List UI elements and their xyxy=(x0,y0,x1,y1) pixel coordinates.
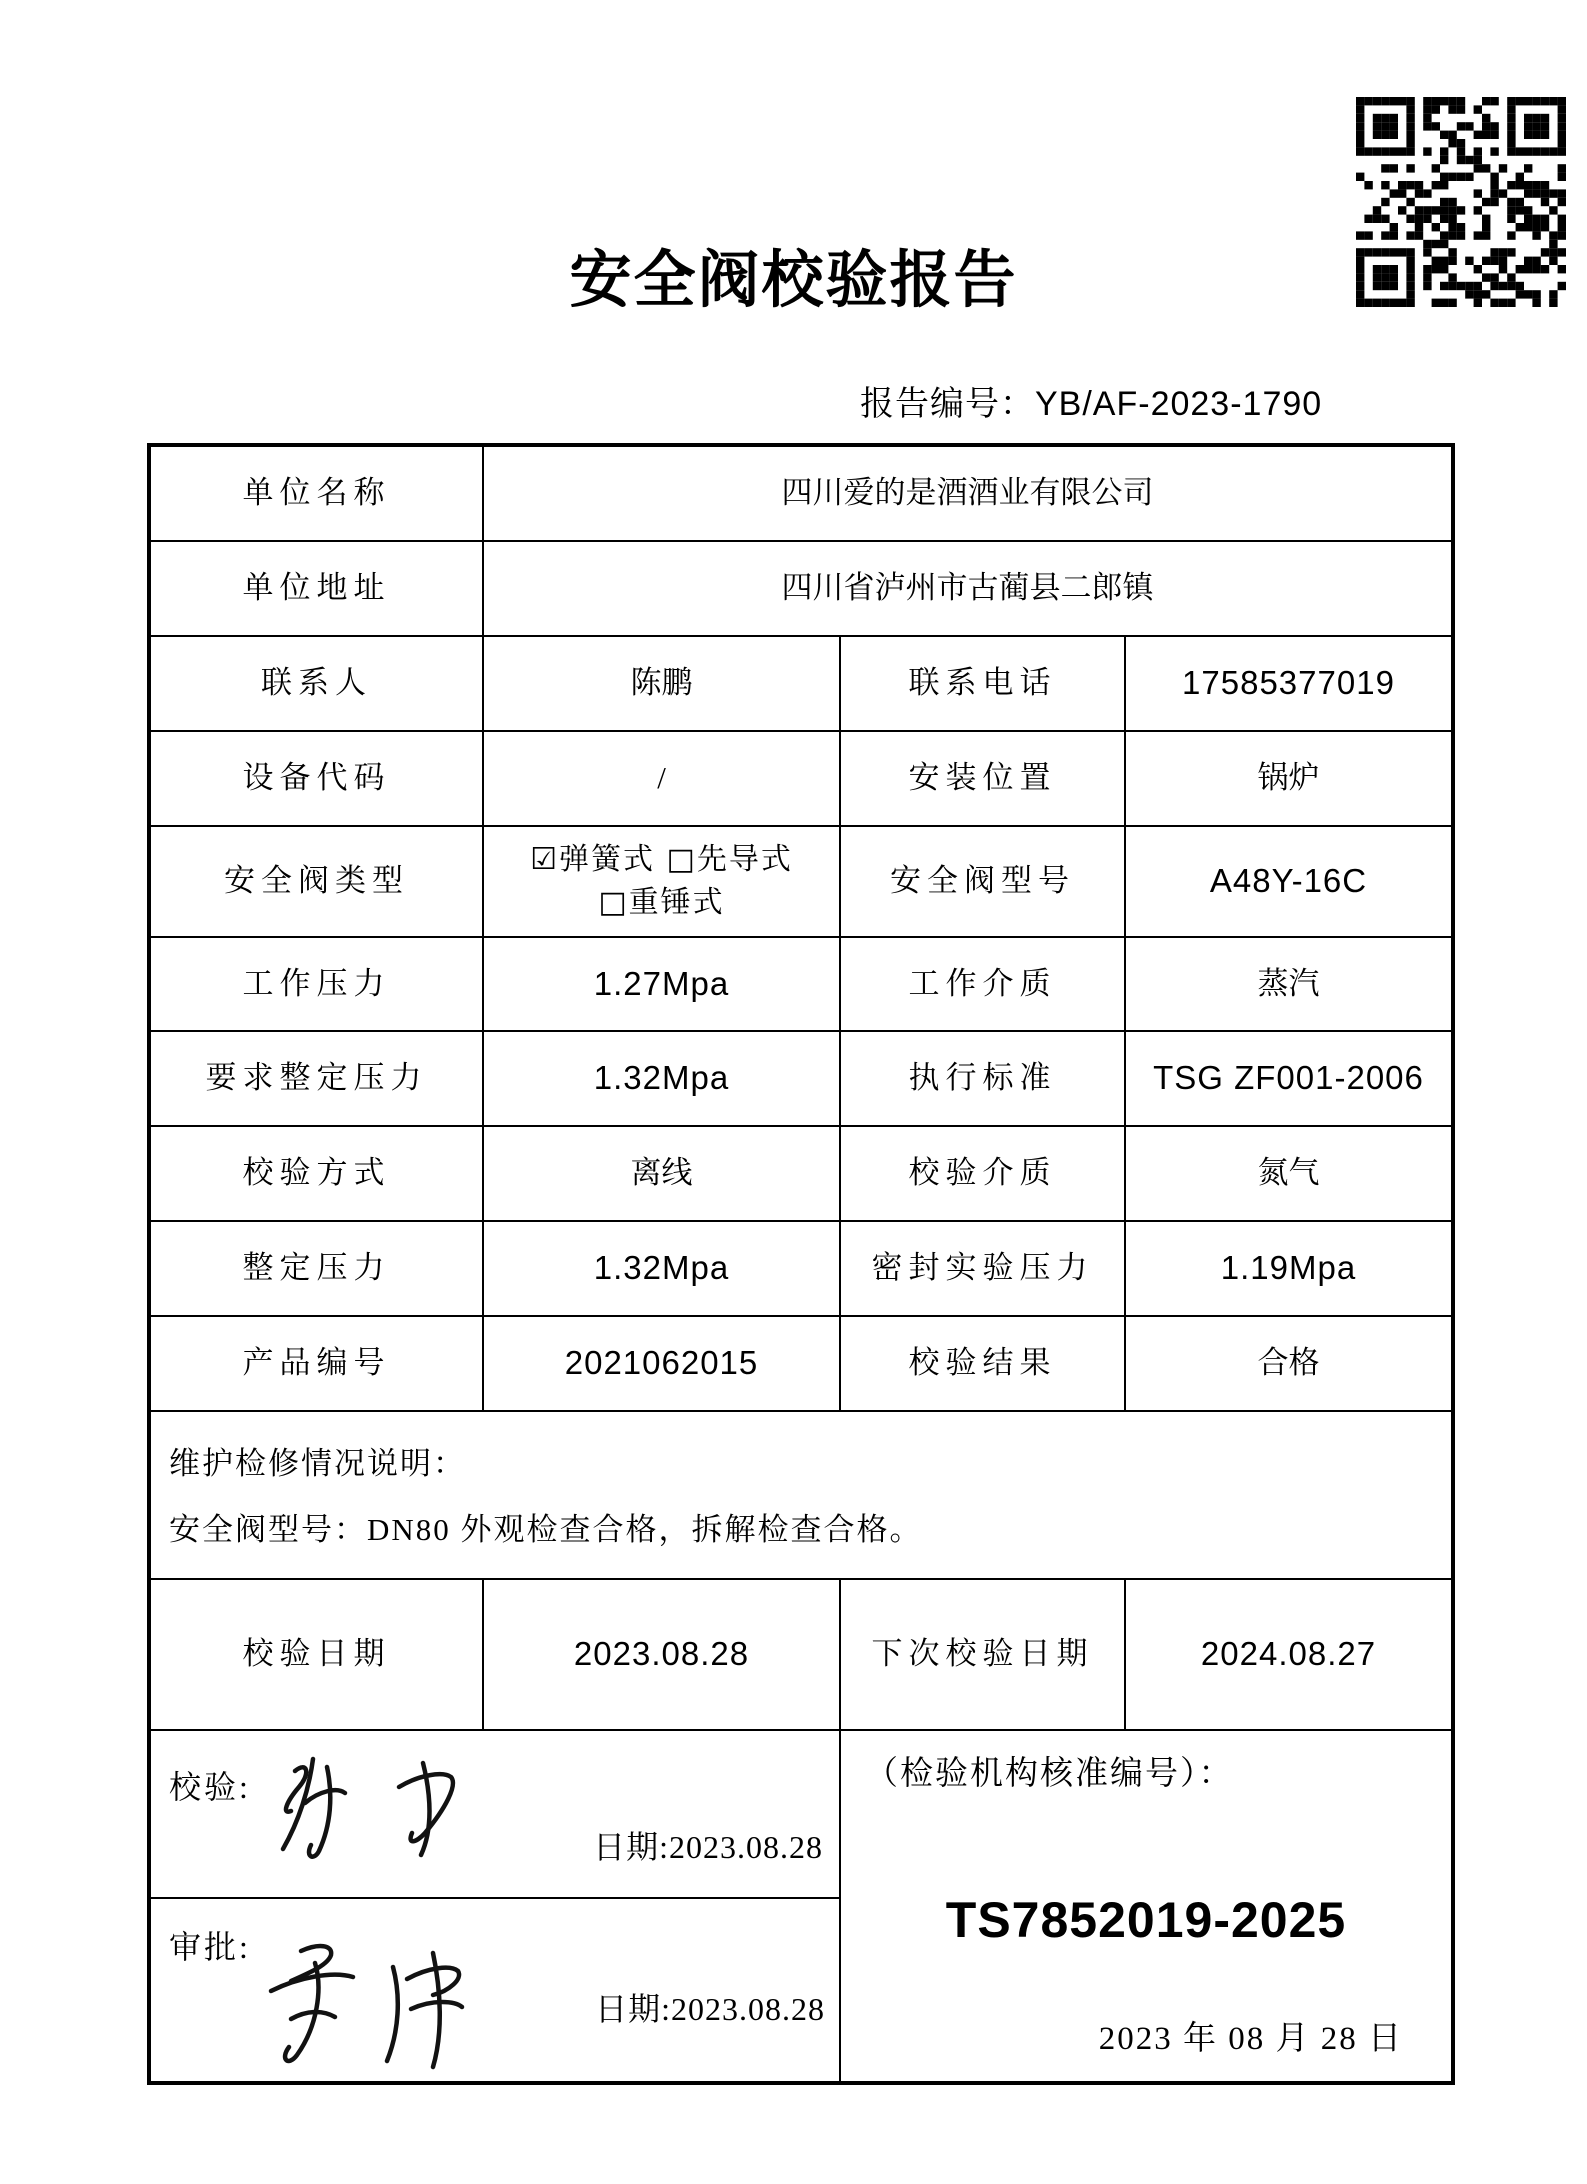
maintenance-note xyxy=(151,1412,1451,1580)
calibration-date-value: 2023.08.28 xyxy=(484,1580,841,1731)
calibration-medium-label: 校验介质 xyxy=(841,1127,1126,1222)
agency-approval-label: （检验机构核准编号）： xyxy=(865,1756,1234,1792)
calibration-medium-value: 氮气 xyxy=(1126,1127,1451,1222)
agency-cell xyxy=(841,1731,1451,2081)
report-number-value: YB/AF-2023-1790 xyxy=(1035,385,1323,423)
standard-label: 执行标准 xyxy=(841,1032,1126,1127)
required-set-pressure-value: 1.32Mpa xyxy=(484,1032,841,1127)
set-pressure-value: 1.32Mpa xyxy=(484,1222,841,1317)
contact-value: 陈鹏 xyxy=(484,637,841,732)
calibration-method-value: 离线 xyxy=(484,1127,841,1222)
unit-address-value: 四川省泸州市古蔺县二郎镇 xyxy=(484,542,1451,637)
agency-date: 2023 年 08 月 28 日 xyxy=(1098,2021,1403,2058)
install-location-value: 锅炉 xyxy=(1126,732,1451,827)
contact-label: 联系人 xyxy=(151,637,484,732)
product-number-label: 产品编号 xyxy=(151,1317,484,1412)
maintenance-note-heading: 维护检修情况说明： xyxy=(169,1446,466,1481)
calibration-date-label: 校验日期 xyxy=(151,1580,484,1731)
valve-type-line2: □重锤式 xyxy=(598,884,725,920)
device-code-label: 设备代码 xyxy=(151,732,484,827)
working-pressure-value: 1.27Mpa xyxy=(484,938,841,1032)
unit-name-label: 单位名称 xyxy=(151,447,484,542)
approver-date: 日期:2023.08.28 xyxy=(595,1991,825,2028)
phone-value: 17585377019 xyxy=(1126,637,1451,732)
report-number-label: 报告编号： xyxy=(860,386,1035,423)
calibrator-label: 校验: xyxy=(169,1769,251,1805)
report-number xyxy=(860,376,1322,425)
install-location-label: 安装位置 xyxy=(841,732,1126,827)
valve-model-label: 安全阀型号 xyxy=(841,827,1126,938)
valve-model-value: A48Y-16C xyxy=(1126,827,1451,938)
standard-value: TSG ZF001-2006 xyxy=(1126,1032,1451,1127)
calibrator-signature xyxy=(261,1745,491,1875)
unit-address-label: 单位地址 xyxy=(151,542,484,637)
working-pressure-label: 工作压力 xyxy=(151,938,484,1032)
valve-type-line1: ☑弹簧式 □先导式 xyxy=(530,841,793,877)
valve-type-label: 安全阀类型 xyxy=(151,827,484,938)
seal-test-pressure-value: 1.19Mpa xyxy=(1126,1222,1451,1317)
calibrator-date: 日期:2023.08.28 xyxy=(593,1829,823,1866)
agency-approval-number: TS7852019-2025 xyxy=(945,1891,1347,1948)
set-pressure-label: 整定压力 xyxy=(151,1222,484,1317)
maintenance-note-text: 安全阀型号：DN80 外观检查合格，拆解检查合格。 xyxy=(169,1511,923,1547)
report-table xyxy=(147,443,1455,2085)
product-number-value: 2021062015 xyxy=(484,1317,841,1412)
working-medium-label: 工作介质 xyxy=(841,938,1126,1032)
calibration-result-value: 合格 xyxy=(1126,1317,1451,1412)
device-code-value: / xyxy=(484,732,841,827)
phone-label: 联系电话 xyxy=(841,637,1126,732)
calibration-method-label: 校验方式 xyxy=(151,1127,484,1222)
valve-type-checkboxes xyxy=(484,827,841,938)
calibration-result-label: 校验结果 xyxy=(841,1317,1126,1412)
approver-label: 审批: xyxy=(169,1929,251,1965)
approver-cell xyxy=(151,1899,841,2081)
calibrator-cell xyxy=(151,1731,841,1899)
approver-signature xyxy=(251,1933,501,2078)
working-medium-value: 蒸汽 xyxy=(1126,938,1451,1032)
next-calibration-date-value: 2024.08.27 xyxy=(1126,1580,1451,1731)
seal-test-pressure-label: 密封实验压力 xyxy=(841,1222,1126,1317)
required-set-pressure-label: 要求整定压力 xyxy=(151,1032,484,1127)
page-title: 安全阀校验报告 xyxy=(569,247,1018,315)
next-calibration-date-label: 下次校验日期 xyxy=(841,1580,1126,1731)
unit-name-value: 四川爱的是酒酒业有限公司 xyxy=(484,447,1451,542)
